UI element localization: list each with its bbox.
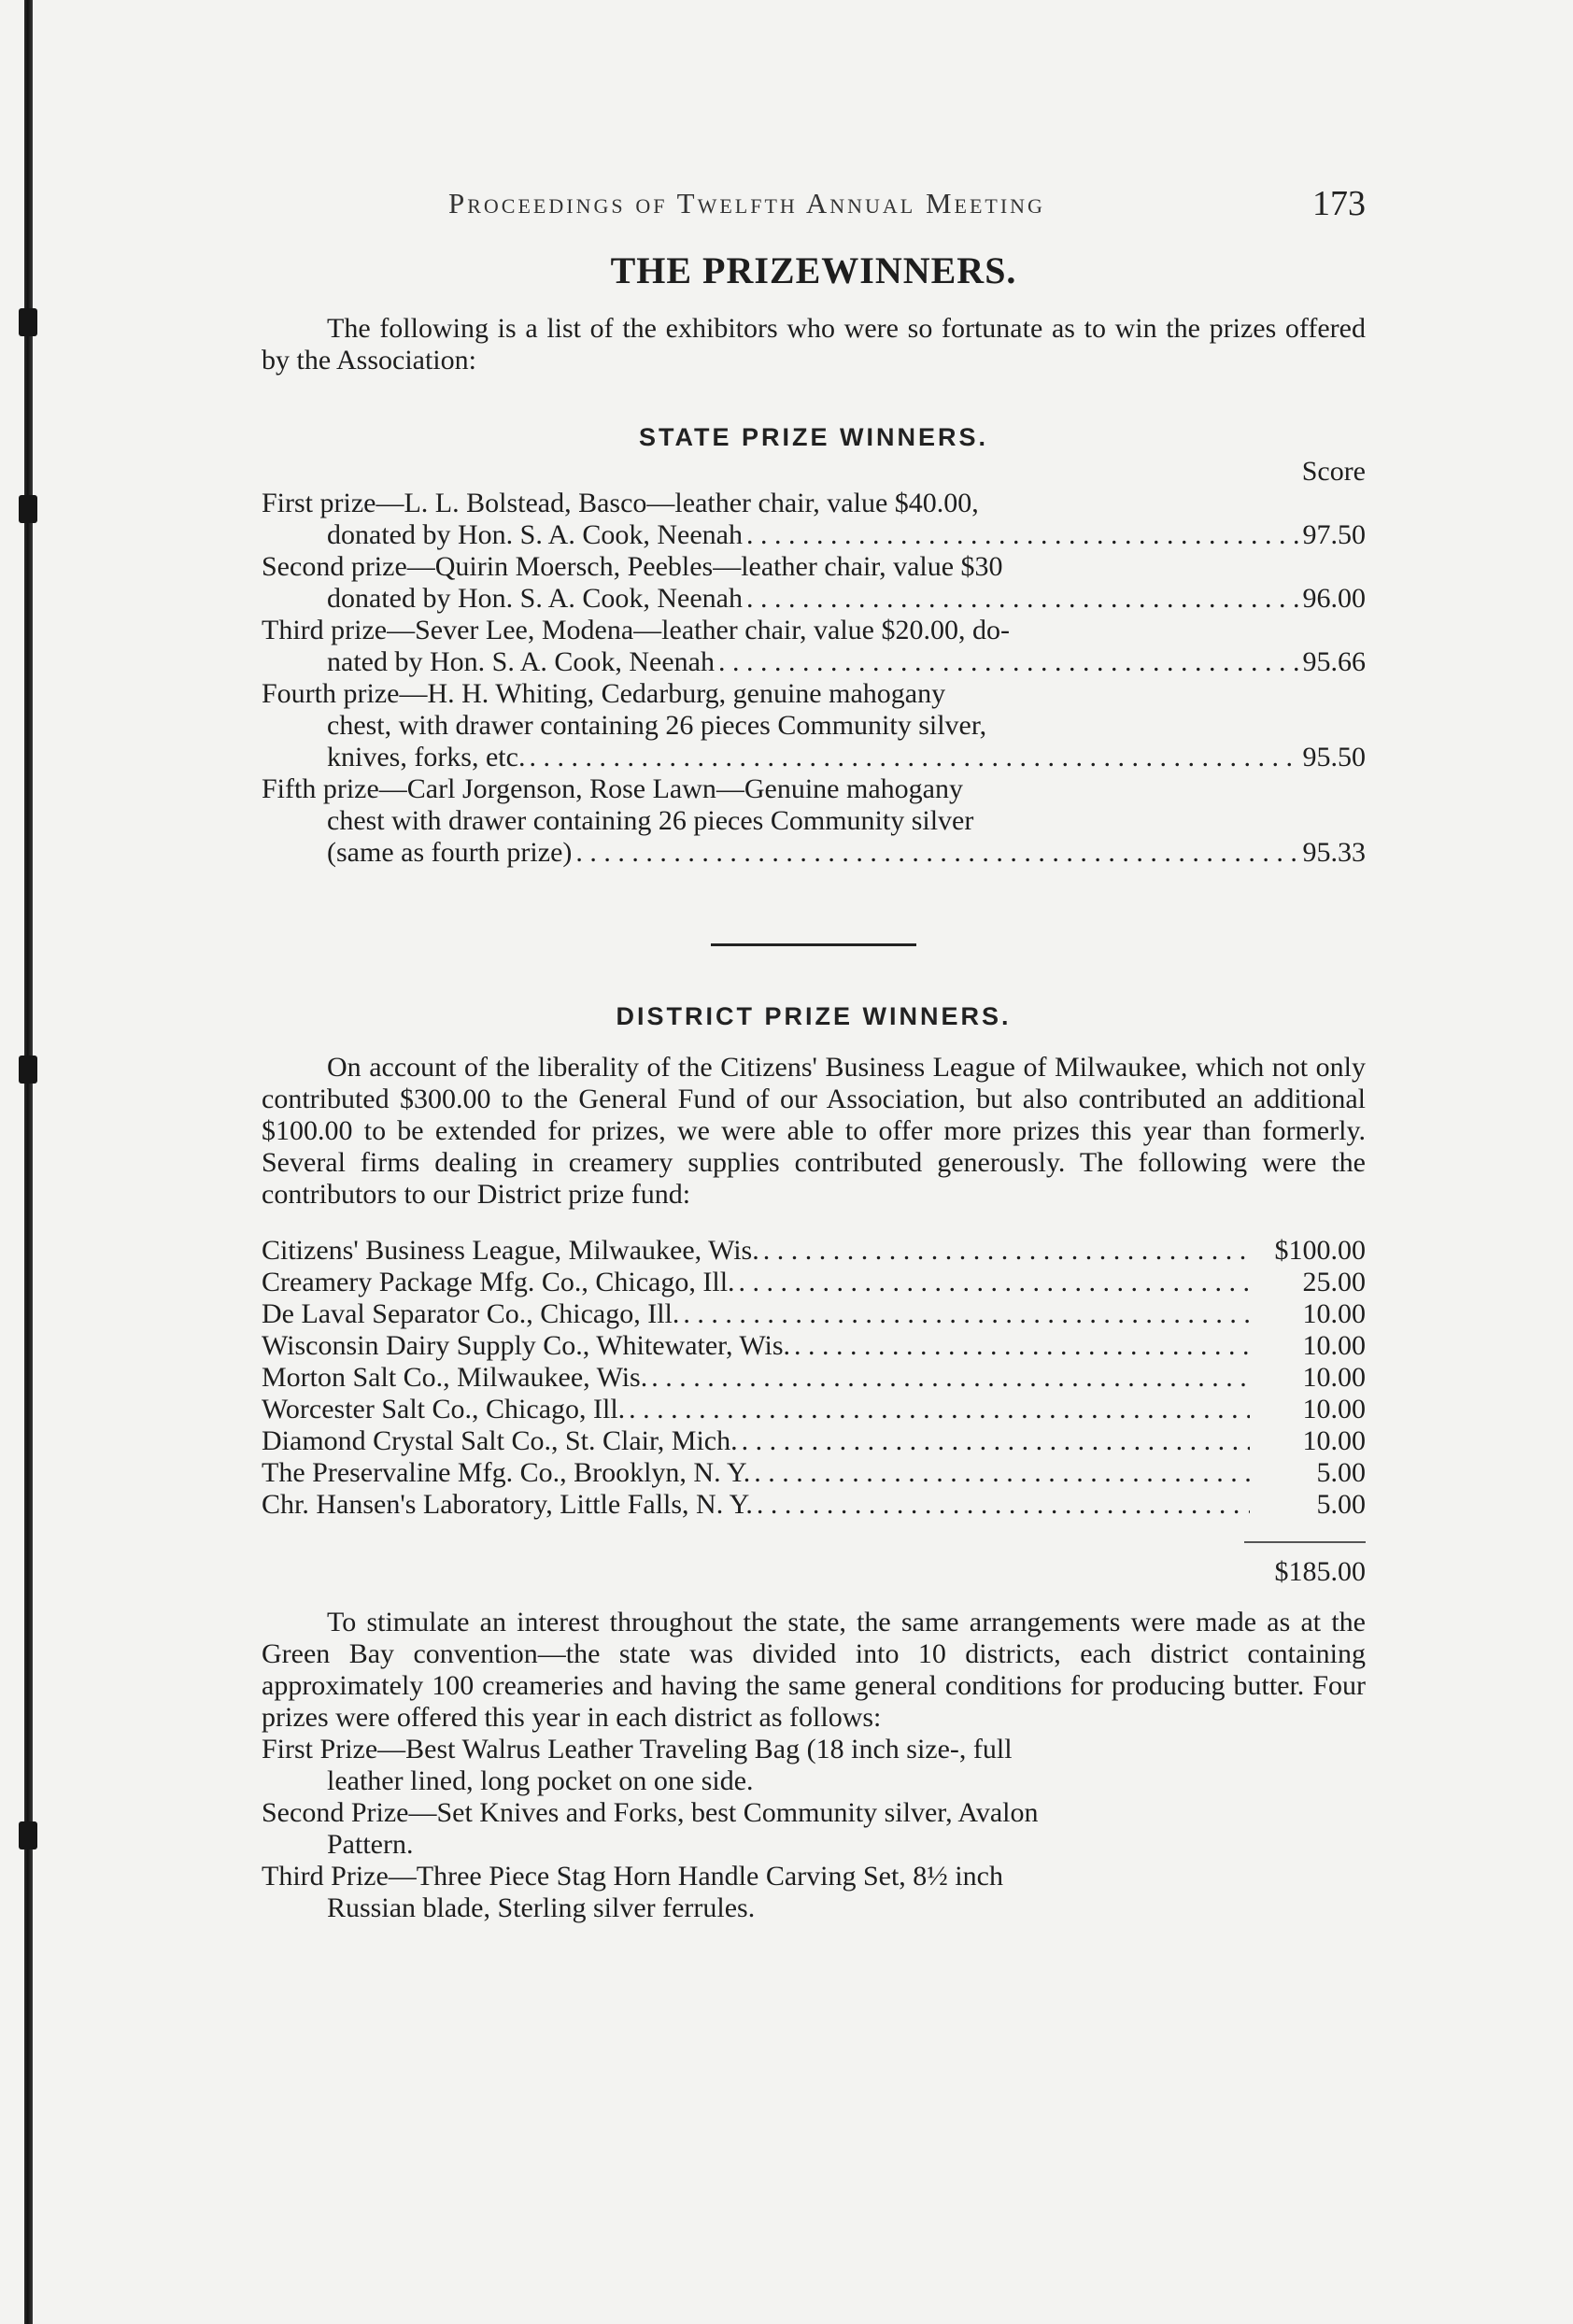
state-prize-entry	[262, 551, 1366, 615]
contributor-row	[262, 1298, 1366, 1330]
state-prize-entry	[262, 773, 1366, 869]
state-prize-text: (same as fourth prize)	[327, 837, 573, 868]
contributor-name: Worcester Salt Co., Chicago, Ill.	[262, 1394, 626, 1424]
spine-binding-mark	[19, 308, 37, 336]
spine-binding-mark	[19, 495, 37, 523]
state-prize-leader-line	[262, 583, 1366, 615]
contributor-name: De Laval Separator Co., Chicago, Ill.	[262, 1298, 680, 1329]
contributor-name: Diamond Crystal Salt Co., St. Clair, Mich.	[262, 1425, 738, 1456]
state-heading: STATE PRIZE WINNERS.	[638, 423, 988, 451]
state-prize-entry	[262, 615, 1366, 678]
contributor-row	[262, 1457, 1366, 1489]
state-prize-list	[262, 488, 1366, 869]
contributor-row	[262, 1489, 1366, 1521]
contributor-amount: 25.00	[1302, 1267, 1366, 1297]
intro-paragraph: The following is a list of the exhibitors who were so fortunate as to win the prizes offered by the Association:	[262, 313, 1366, 376]
dot-leader	[763, 1235, 1250, 1267]
running-header	[262, 168, 1366, 234]
total-rule	[1244, 1541, 1366, 1543]
book-spine	[24, 0, 33, 2324]
district-prize-first-line: Third Prize—Three Piece Stag Horn Handle Carving Set, 8½ inch	[262, 1861, 1003, 1892]
state-prize-score: 95.50	[1302, 742, 1366, 772]
dot-leader	[683, 1298, 1250, 1330]
contributor-amount: 10.00	[1302, 1362, 1366, 1393]
total-amount: $185.00	[1274, 1556, 1366, 1587]
district-prize-list	[262, 1734, 1366, 1924]
total-block	[262, 1541, 1366, 1607]
state-prize-entry	[262, 678, 1366, 773]
dot-leader	[718, 646, 1299, 678]
contributor-amount: 5.00	[1316, 1457, 1366, 1488]
state-prize-score: 96.00	[1302, 583, 1366, 614]
state-prize-score: 95.33	[1302, 837, 1366, 868]
contributor-name: Wisconsin Dairy Supply Co., Whitewater, Wis.	[262, 1330, 791, 1361]
contributor-name: Morton Salt Co., Milwaukee, Wis.	[262, 1362, 648, 1393]
state-prize-text: First prize—L. L. Bolstead, Basco—leather chair, value $40.00,	[262, 488, 979, 518]
state-prize-text: Second prize—Quirin Moersch, Peebles—leather chair, value $30	[262, 551, 1003, 582]
contributor-row	[262, 1235, 1366, 1267]
dot-leader	[757, 1489, 1250, 1521]
state-prize-leader-line	[262, 837, 1366, 869]
state-prize-score: 97.50	[1302, 519, 1366, 550]
state-prize-text: Fifth prize—Carl Jorgenson, Rose Lawn—Genuine mahogany	[262, 773, 963, 804]
section-divider	[711, 943, 916, 946]
contributor-name: The Preservaline Mfg. Co., Brooklyn, N. Y.	[262, 1457, 751, 1488]
dot-leader	[754, 1457, 1250, 1489]
state-prize-text: donated by Hon. S. A. Cook, Neenah	[327, 519, 743, 550]
running-title: Proceedings of Twelfth Annual Meeting	[448, 187, 1045, 220]
page-number: 173	[1312, 184, 1366, 223]
state-prize-leader-line	[262, 742, 1366, 773]
district-prize-continuation: Pattern.	[327, 1829, 414, 1860]
district-prize-item	[262, 1734, 1366, 1797]
contributor-name: Citizens' Business League, Milwaukee, Wis.	[262, 1235, 759, 1266]
state-prize-text: chest, with drawer containing 26 pieces Community silver,	[327, 710, 987, 741]
dot-leader	[575, 837, 1298, 869]
dot-leader	[746, 519, 1299, 551]
spine-binding-mark	[19, 1056, 37, 1084]
state-prize-text: donated by Hon. S. A. Cook, Neenah	[327, 583, 743, 614]
state-prize-entry	[262, 488, 1366, 551]
contributor-name: Creamery Package Mfg. Co., Chicago, Ill.	[262, 1267, 735, 1297]
district-prize-first-line: Second Prize—Set Knives and Forks, best Community silver, Avalon	[262, 1797, 1039, 1828]
district-prize-continuation: Russian blade, Sterling silver ferrules.	[327, 1892, 756, 1923]
contributor-amount: 10.00	[1302, 1425, 1366, 1456]
contributor-row	[262, 1394, 1366, 1425]
contributor-name: Chr. Hansen's Laboratory, Little Falls, N. Y.	[262, 1489, 753, 1520]
district-prize-item	[262, 1797, 1366, 1861]
district-prize-item	[262, 1861, 1366, 1924]
district-prize-continuation: leather lined, long pocket on one side.	[327, 1765, 754, 1796]
state-prize-leader-line	[262, 519, 1366, 551]
district-paragraph-2: To stimulate an interest throughout the state, the same arrangements were made as at the Green Bay convention—the state was divided into 10 districts, each district containing approximately 100 creameries and having the same general conditions for producing butter. Four prizes were offered this year in each district as follows:	[262, 1607, 1366, 1733]
district-prize-first-line: First Prize—Best Walrus Leather Traveling Bag (18 inch size-, full	[262, 1734, 1013, 1764]
contributor-amount: $100.00	[1274, 1235, 1366, 1266]
page-content	[262, 168, 1366, 1924]
contributor-row	[262, 1362, 1366, 1394]
contributor-amount: 10.00	[1302, 1330, 1366, 1361]
contributor-row	[262, 1267, 1366, 1298]
contributor-amount: 10.00	[1302, 1394, 1366, 1424]
state-prize-text: Fourth prize—H. H. Whiting, Cedarburg, genuine mahogany	[262, 678, 946, 709]
dot-leader	[529, 742, 1298, 773]
contributor-amount: 10.00	[1302, 1298, 1366, 1329]
state-prize-text: knives, forks, etc.	[327, 742, 526, 772]
dot-leader	[651, 1362, 1250, 1394]
state-prize-text: nated by Hon. S. A. Cook, Neenah	[327, 646, 715, 677]
dot-leader	[746, 583, 1299, 615]
dot-leader	[629, 1394, 1250, 1425]
spine-binding-mark	[19, 1821, 37, 1849]
state-prize-score: 95.66	[1302, 646, 1366, 677]
page-title: THE PRIZEWINNERS.	[610, 249, 1017, 291]
state-prize-text: chest with drawer containing 26 pieces Community silver	[327, 805, 974, 836]
score-column-label: Score	[1301, 456, 1366, 487]
contributor-list	[262, 1235, 1366, 1521]
district-paragraph: On account of the liberality of the Citizens' Business League of Milwaukee, which not only contributed $300.00 to the General Fund of our Association, but also contributed an additional $100.00 to be extended for prizes, we were able to offer more prizes this year than formerly. Several firms dealing in creamery supplies contributed generously. The following were the contributors to our District prize fund:	[262, 1052, 1366, 1210]
state-prize-leader-line	[262, 646, 1366, 678]
contributor-amount: 5.00	[1316, 1489, 1366, 1520]
state-prize-text: Third prize—Sever Lee, Modena—leather chair, value $20.00, do-	[262, 615, 1010, 645]
dot-leader	[794, 1330, 1250, 1362]
contributor-row	[262, 1330, 1366, 1362]
contributor-row	[262, 1425, 1366, 1457]
district-heading: DISTRICT PRIZE WINNERS.	[616, 1002, 1012, 1030]
dot-leader	[739, 1267, 1250, 1298]
dot-leader	[742, 1425, 1250, 1457]
